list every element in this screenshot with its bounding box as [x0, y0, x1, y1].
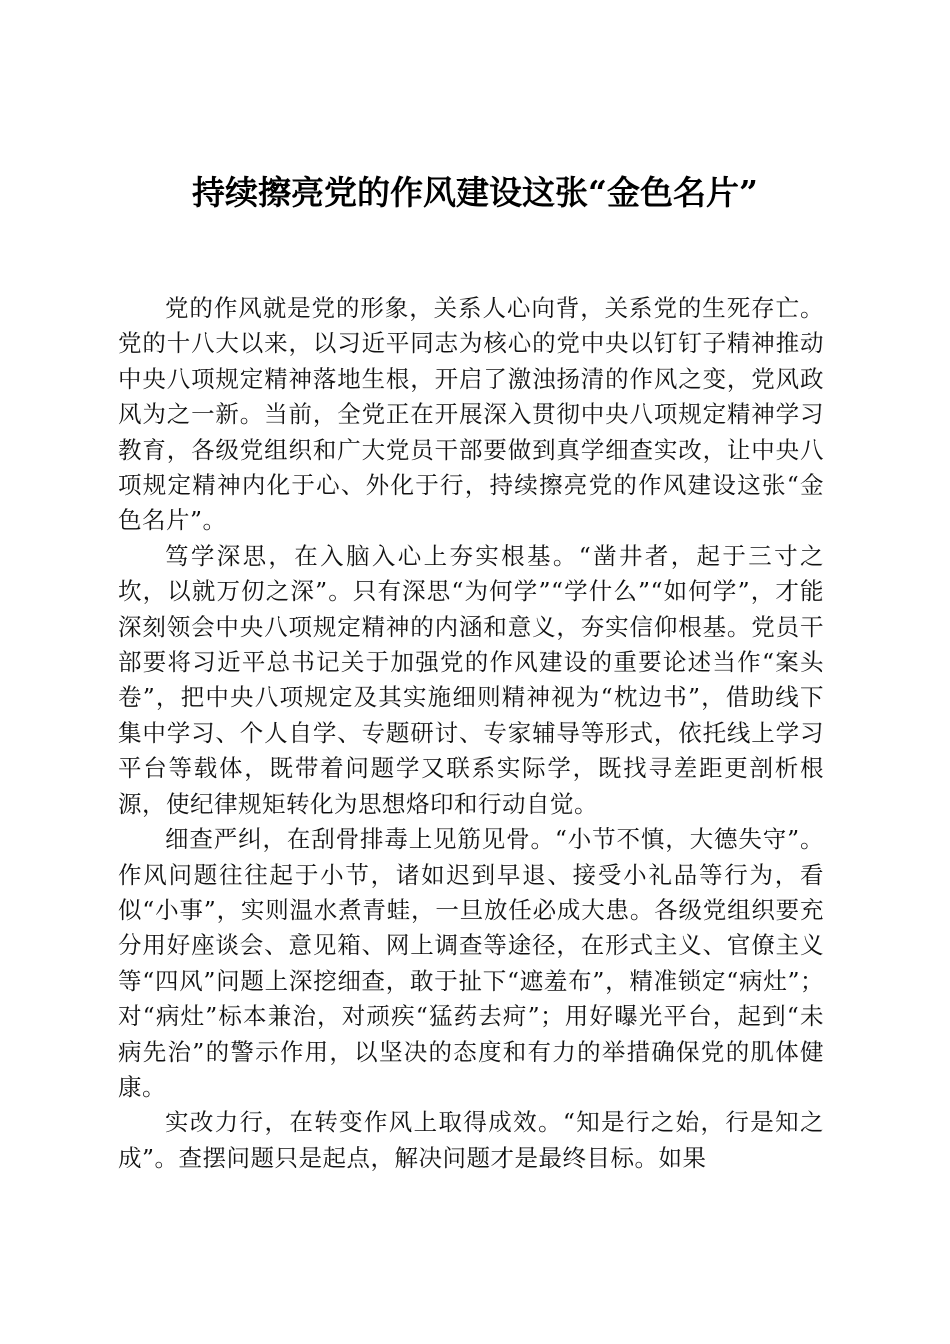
document-title: 持续擦亮党的作风建设这张“金色名片” — [192, 173, 758, 212]
document-body — [118, 291, 824, 1176]
paragraph-inspect: 细查严纠，在刮骨排毒上见筋见骨。“小节不慎，大德失守”。作风问题往往起于小节，诸如迟到早退、接受小礼品等行为，看似“小事”，实则温水煮青蛙，一旦放任必成大患。各级党组织要充分用好座谈会、意见箱、网上调查等途径，在形式主义、官僚主义等“四风”问题上深挖细查，敢于扯下“遮羞布”，精准锁定“病灶”；对“病灶”标本兼治，对顽疾“猛药去疴”；用好曝光平台，起到“未病先治”的警示作用，以坚决的态度和有力的举措确保党的肌体健康。 — [118, 825, 824, 1101]
paragraph-intro: 党的作风就是党的形象，关系人心向背，关系党的生死存亡。党的十八大以来，以习近平同志为核心的党中央以钉钉子精神推动中央八项规定精神落地生根，开启了激浊扬清的作风之变，党风政风为之一新。当前，全党正在开展深入贯彻中央八项规定精神学习教育，各级党组织和广大党员干部要做到真学细查实改，让中央八项规定精神内化于心、外化于行，持续擦亮党的作风建设这张“金色名片”。 — [118, 294, 824, 535]
paragraph-study: 笃学深思，在入脑入心上夯实根基。“凿井者，起于三寸之坎，以就万仞之深”。只有深思“为何学”“学什么”“如何学”，才能深刻领会中央八项规定精神的内涵和意义，夯实信仰根基。党员干部要将习近平总书记关于加强党的作风建设的重要论述当作“案头卷”，把中央八项规定及其实施细则精神视为“枕边书”，借助线下集中学习、个人自学、专题研讨、专家辅导等形式，依托线上学习平台等载体，既带着问题学又联系实际学，既找寻差距更剖析根源，使纪律规矩转化为思想烙印和行动自觉。 — [118, 541, 824, 818]
paragraph-rectify: 实改力行，在转变作风上取得成效。“知是行之始，行是知之成”。查摆问题只是起点，解决问题才是最终目标。如果 — [118, 1108, 824, 1172]
